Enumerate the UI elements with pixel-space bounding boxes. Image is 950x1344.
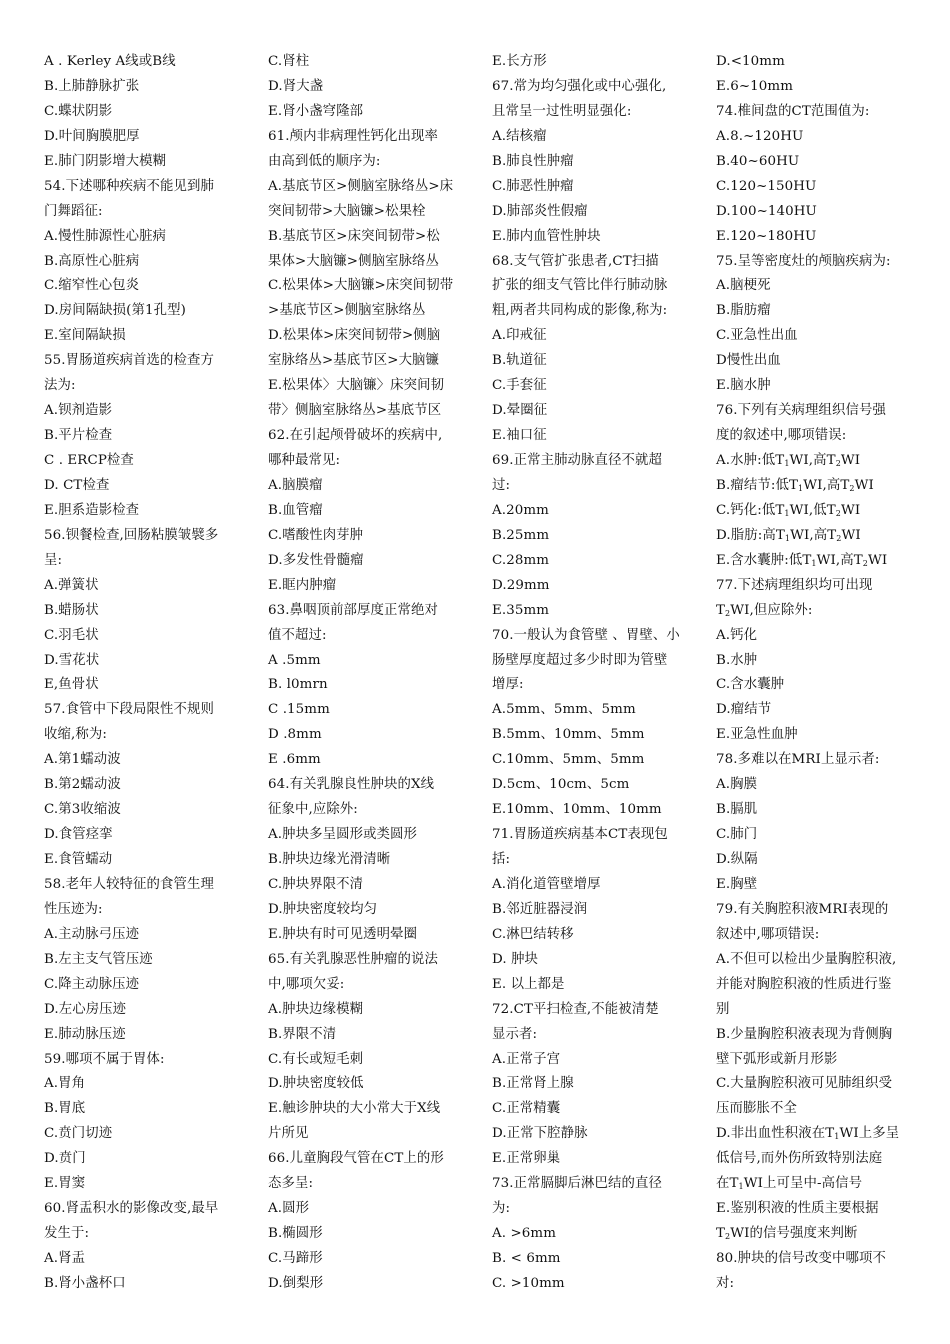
text-line: 收缩,称为: [44, 727, 107, 743]
text-line: E.肺内血管性肿块 [492, 228, 601, 244]
text-line: >基底节区>侧脑室脉络丛 [268, 303, 426, 319]
text-line: 低信号,而外伤所致特别法庭 [716, 1151, 883, 1167]
text-line: D.5cm、10cm、5cm [492, 777, 630, 793]
text-line: A.圆形 [268, 1201, 310, 1217]
text-line: E.触诊肿块的大小常大于X线 [268, 1101, 441, 1117]
text-line: B.胃底 [44, 1101, 86, 1117]
text-line: E.肺门阴影增大模糊 [44, 153, 167, 169]
text-line: 态多呈: [268, 1176, 314, 1192]
text-line: A.5mm、5mm、5mm [492, 702, 636, 718]
text-line: B.第2蠕动波 [44, 777, 121, 793]
text-line: $T_2WI$,但应除外: [716, 602, 813, 618]
text-line: 70.一般认为食管壁 、胃壁、小 [492, 627, 680, 643]
text-line: D.肿块密度较均匀 [268, 901, 378, 917]
text-line: E.眶内肿瘤 [268, 577, 337, 593]
text-line: E.胆系造影检查 [44, 502, 140, 518]
text-line: C.贲门切迹 [44, 1126, 113, 1142]
text-line: C.10mm、5mm、5mm [492, 752, 645, 768]
text-line: E,鱼骨状 [44, 677, 99, 693]
text-line: C.含水囊肿 [716, 677, 785, 693]
text-line: 61.颅内非病理性钙化出现率 [268, 128, 438, 144]
text-line: B.界限不清 [268, 1026, 337, 1042]
text-line: D.<10mm [716, 54, 785, 69]
text-line: A.弹簧状 [44, 577, 99, 593]
text-line: 肠壁厚度超过多少时即为管壁 [492, 652, 668, 668]
text-line: 71.胃肠道疾病基本CT表现包 [492, 827, 668, 843]
text-line: 显示者: [492, 1026, 538, 1042]
text-line: B.瘤结节:低$T_1WI$,高$T_2WI$ [716, 477, 874, 493]
text-line: 门舞蹈征: [44, 203, 103, 219]
text-line: D.食管痉挛 [44, 827, 113, 843]
text-line: 66.儿童胸段气管在CT上的形 [268, 1151, 444, 1167]
text-line: A.肿块多呈圆形或类圆形 [268, 827, 418, 843]
text-line: 突间韧带>大脑镰>松果栓 [268, 203, 426, 219]
text-line: 77.下述病理组织均可出现 [716, 577, 873, 593]
text-line: 73.正常膈脚后淋巴结的直径 [492, 1176, 662, 1192]
text-column-3 [492, 50, 688, 1297]
text-line: B.轨道征 [492, 353, 547, 369]
text-line: C.嗜酸性肉芽肿 [268, 527, 364, 543]
text-line: E.6~10mm [716, 78, 794, 94]
text-line: B.少量胸腔积液表现为背侧胸 [716, 1026, 893, 1042]
text-line: 75.呈等密度灶的颅脑疾病为: [716, 253, 891, 269]
text-line: 性压迹为: [44, 901, 103, 917]
text-line: D.肾大盏 [268, 78, 324, 94]
text-line: 由高到低的顺序为: [268, 153, 381, 169]
text-line: 64.有关乳腺良性肿块的X线 [268, 777, 435, 793]
text-line: B.40~60HU [716, 153, 800, 169]
text-line: C.大量胸腔积液可见肺组织受 [716, 1076, 893, 1092]
text-line: 室脉络丛>基底节区>大脑镰 [268, 353, 440, 369]
text-line: E.食管蠕动 [44, 852, 113, 867]
text-line: A.主动脉弓压迹 [44, 926, 140, 942]
text-line: 60.肾盂积水的影像改变,最早 [44, 1201, 219, 1217]
text-line: D.贲门 [44, 1151, 86, 1167]
text-line: D.左心房压迹 [44, 1001, 127, 1017]
text-column-2 [268, 50, 464, 1297]
text-line: B.正常肾上腺 [492, 1076, 574, 1092]
text-line: 74.椎间盘的CT范围值为: [716, 103, 870, 119]
text-line: B.水肿 [716, 652, 758, 668]
text-line: D.叶间胸膜肥厚 [44, 128, 140, 144]
text-line: B. l0mrn [268, 677, 328, 693]
text-line: D.松果体>床突间韧带>侧脑 [268, 328, 441, 344]
text-line: 带〉侧脑室脉络丛>基底节区 [268, 403, 442, 419]
text-line: C.降主动脉压迹 [44, 976, 140, 992]
text-line: 片所见 [268, 1126, 309, 1142]
text-line: C.肺门 [716, 827, 758, 843]
text-line: D.肺部炎性假瘤 [492, 203, 588, 219]
text-line: C.第3收缩波 [44, 802, 121, 818]
text-column-1 [44, 50, 244, 1297]
text-line: D. 肿块 [492, 951, 539, 967]
text-line: E.脑水肿 [716, 378, 771, 394]
text-line: C.羽毛状 [44, 627, 99, 643]
text-line: A.胸膜 [716, 777, 758, 793]
text-line: A.不但可以检出少量胸腔积液, [716, 951, 897, 967]
text-line: A.第1蠕动波 [44, 752, 121, 768]
text-line: E.松果体〉大脑镰〉床突间韧 [268, 378, 445, 394]
text-line: C.蝶状阴影 [44, 103, 113, 119]
text-line: C.松果体>大脑镰>床突间韧带 [268, 278, 454, 294]
text-line: D.非出血性积液在$T_1WI$上多呈 [716, 1126, 900, 1142]
text-line: 且常呈一过性明显强化: [492, 103, 632, 119]
text-line: 56.钡餐检查,回肠粘膜皱襞多 [44, 527, 219, 543]
text-line: E.10mm、10mm、10mm [492, 802, 662, 818]
text-line: C.手套征 [492, 378, 547, 394]
text-line: 65.有关乳腺恶性肿瘤的说法 [268, 951, 438, 967]
text-line: 法为: [44, 378, 76, 394]
text-line: D.纵隔 [716, 852, 758, 867]
text-line: B. < 6mm [492, 1251, 561, 1266]
text-line: E.胃窦 [44, 1176, 86, 1192]
text-line: C.淋巴结转移 [492, 926, 574, 942]
text-line: A.肾盂 [44, 1251, 86, 1266]
text-line: A.钡剂造影 [44, 403, 113, 419]
text-line: 78.多难以在MRI上显示者: [716, 752, 880, 768]
text-line: A . Kerley A线或B线 [44, 54, 176, 69]
text-line: D.倒梨形 [268, 1275, 324, 1291]
text-line: 压而膨胀不全 [716, 1101, 797, 1117]
text-line: C.钙化:低$T_1WI$,低$T_2WI$ [716, 502, 861, 518]
text-line: D. CT检查 [44, 477, 110, 493]
text-line: E. 以上都是 [492, 976, 565, 992]
text-line: 63.鼻咽顶前部厚度正常绝对 [268, 602, 438, 618]
text-line: A.结核瘤 [492, 128, 547, 144]
text-line: 括: [492, 852, 511, 867]
text-line: E.鉴别积液的性质主要根据 [716, 1201, 879, 1217]
text-line: E.肿块有时可见透明晕圈 [268, 926, 418, 942]
text-line: A.消化道管壁增厚 [492, 876, 601, 892]
text-line: $T_2WI$的信号强度来判断 [716, 1226, 858, 1242]
text-line: 57.食管中下段局限性不规则 [44, 702, 214, 718]
text-line: B.邻近脏器浸润 [492, 901, 588, 917]
text-line: 69.正常主肺动脉直径不就超 [492, 453, 662, 468]
text-line: E.亚急性血肿 [716, 727, 798, 743]
text-line: 72.CT平扫检查,不能被清楚 [492, 1001, 659, 1017]
text-line: A.脑梗死 [716, 278, 771, 294]
text-line: 62.在引起颅骨破坏的疾病中, [268, 428, 443, 444]
text-line: A.胃角 [44, 1076, 86, 1092]
text-line: 壁下弧形或新月形影 [716, 1051, 838, 1067]
text-line: E.35mm [492, 602, 550, 618]
text-line: B.基底节区>床突间韧带>松 [268, 228, 440, 244]
text-line: 中,哪项欠妥: [268, 976, 345, 992]
text-line: 值不超过: [268, 627, 327, 643]
text-line: 哪种最常见: [268, 453, 341, 468]
text-line: A.正常子宫 [492, 1051, 561, 1067]
text-line: 发生于: [44, 1226, 90, 1242]
text-line: 并能对胸腔积液的性质进行鉴 [716, 976, 892, 992]
text-line: C.有长或短毛刺 [268, 1051, 364, 1067]
text-line: A .5mm [268, 652, 321, 668]
text-line: 58.老年人较特征的食管生理 [44, 876, 214, 892]
text-line: A.钙化 [716, 627, 758, 643]
text-line: E.胸壁 [716, 876, 758, 892]
text-line: E .6mm [268, 752, 321, 768]
text-line: B.平片检查 [44, 428, 113, 444]
text-line: D.房间隔缺损(第1孔型) [44, 303, 186, 319]
text-line: D.雪花状 [44, 652, 100, 668]
text-line: B.5mm、10mm、5mm [492, 727, 645, 743]
text-line: E.肺动脉压迹 [44, 1026, 126, 1042]
text-line: B.高原性心脏病 [44, 253, 140, 269]
text-line: 度的叙述中,哪项错误: [716, 428, 847, 444]
text-line: 为: [492, 1201, 511, 1217]
text-line: B.蜡肠状 [44, 602, 99, 618]
text-line: 76.下列有关病理组织信号强 [716, 403, 886, 419]
text-line: D.多发性骨髓瘤 [268, 552, 364, 568]
text-line: C.120~150HU [716, 178, 817, 194]
text-line: B.肿块边缘光滑清晰 [268, 852, 391, 867]
text-line: D.晕圈征 [492, 403, 548, 419]
text-line: 67.常为均匀强化或中心强化, [492, 78, 667, 94]
text-line: E.室间隔缺损 [44, 328, 126, 344]
text-line: B.左主支气管压迹 [44, 951, 153, 967]
text-line: 55.胃肠道疾病首选的检查方 [44, 353, 214, 369]
text-line: 80.肿块的信号改变中哪项不 [716, 1251, 886, 1266]
text-line: E.120~180HU [716, 228, 817, 244]
text-line: C.缩窄性心包炎 [44, 278, 140, 294]
text-line: 别 [716, 1001, 730, 1017]
text-line: D .8mm [268, 727, 322, 743]
text-column-4 [716, 50, 912, 1297]
text-line: C.马蹄形 [268, 1251, 323, 1266]
text-line: C .15mm [268, 702, 330, 718]
text-line: D.脂肪:高$T_1WI$,高$T_2WI$ [716, 527, 861, 543]
text-line: C.肺恶性肿瘤 [492, 178, 574, 194]
text-line: B.膈肌 [716, 802, 758, 818]
text-line: B.上肺静脉扩张 [44, 78, 140, 94]
text-line: 扩张的细支气管比伴行肺动脉 [492, 278, 668, 294]
text-line: 叙述中,哪项错误: [716, 926, 820, 942]
text-line: B.脂肪瘤 [716, 303, 771, 319]
text-line: D.100~140HU [716, 203, 817, 219]
text-line: D.正常下腔静脉 [492, 1126, 588, 1142]
text-line: 征象中,应除外: [268, 802, 358, 818]
text-line: 果体>大脑镰>侧脑室脉络丛 [268, 253, 440, 269]
text-line: C. >10mm [492, 1275, 565, 1291]
text-line: C.肿块界限不清 [268, 876, 364, 892]
text-line: 79.有关胸腔积液MRI表现的 [716, 901, 889, 917]
text-line: 增厚: [492, 677, 524, 693]
text-line: 54.下述哪种疾病不能见到肺 [44, 178, 214, 194]
text-line: D.29mm [492, 577, 550, 593]
text-line: B.血管瘤 [268, 502, 323, 518]
text-line: A.20mm [492, 502, 549, 518]
text-line: B.25mm [492, 527, 550, 543]
text-line: A.水肿:低$T_1WI$,高$T_2WI$ [716, 453, 861, 468]
text-line: C.正常精囊 [492, 1101, 561, 1117]
text-line: C.亚急性出血 [716, 328, 798, 344]
text-line: 粗,两者共同构成的影像,称为: [492, 303, 668, 319]
text-line: A.印戒征 [492, 328, 547, 344]
text-line: A.基底节区>侧脑室脉络丛>床 [268, 178, 454, 194]
text-line: 呈: [44, 552, 63, 568]
text-line: B.椭圆形 [268, 1226, 323, 1242]
text-line: 在$T_1WI$上可呈中-高信号 [716, 1176, 863, 1192]
text-line: A.8.~120HU [716, 128, 804, 144]
text-line: D.瘤结节 [716, 702, 772, 718]
text-line: B.肺良性肿瘤 [492, 153, 574, 169]
text-line: 过: [492, 477, 511, 493]
text-line: A.慢性肺源性心脏病 [44, 228, 167, 244]
text-line: 68.支气管扩张患者,CT扫描 [492, 253, 659, 269]
text-line: D慢性出血 [716, 353, 781, 369]
text-line: A. >6mm [492, 1226, 557, 1242]
text-line: B.肾小盏杯口 [44, 1275, 126, 1291]
text-line: C . ERCP检查 [44, 453, 134, 468]
text-line: C.肾柱 [268, 54, 310, 69]
text-line: 对: [716, 1275, 735, 1291]
text-line: E.含水囊肿:低$T_1WI$,高$T_2WI$ [716, 552, 888, 568]
text-line: E.袖口征 [492, 428, 547, 444]
text-line: A.脑膜瘤 [268, 477, 323, 493]
text-line: C.28mm [492, 552, 550, 568]
text-line: E.正常卵巢 [492, 1151, 561, 1167]
text-line: 59.哪项不属于胃体: [44, 1051, 165, 1067]
text-line: E.长方形 [492, 54, 547, 69]
text-line: D.肿块密度较低 [268, 1076, 364, 1092]
text-line: E.肾小盏穹隆部 [268, 103, 364, 119]
text-line: A.肿块边缘模糊 [268, 1001, 364, 1017]
